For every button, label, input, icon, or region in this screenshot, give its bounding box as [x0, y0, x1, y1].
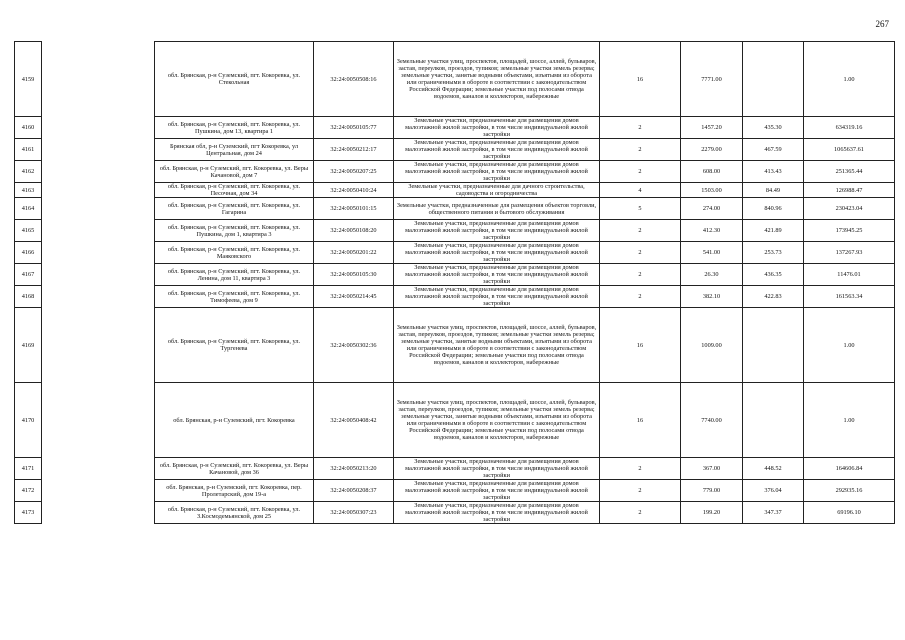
address-cell: Брянская обл, р-н Суземский, пгт Кокоревка, ул Центральная, дом 24 [155, 139, 314, 161]
gap-cell [42, 286, 155, 308]
area-cell: 7771.00 [681, 42, 743, 117]
group-number-cell: 2 [600, 220, 681, 242]
group-number-cell: 2 [600, 502, 681, 524]
land-use-cell: Земельные участки, предназначенные для дачного строительства, садоводства и огородничества [394, 183, 600, 198]
specific-value-cell: 376.04 [743, 480, 804, 502]
row-number-cell: 4163 [15, 183, 42, 198]
group-number-cell: 2 [600, 480, 681, 502]
table-row [15, 139, 895, 161]
gap-cell [42, 264, 155, 286]
specific-value-cell: 840.96 [743, 198, 804, 220]
cadastral-value-cell: 69196.10 [804, 502, 895, 524]
address-cell: обл. Брянская, р-н Суземский, пгт. Кокоревка, ул. Пушкина, дом 13, квартира 1 [155, 117, 314, 139]
gap-cell [42, 502, 155, 524]
table-row [15, 198, 895, 220]
address-cell: обл. Брянская, р-н Суземский, пгт. Кокоревка, ул. Гагарина [155, 198, 314, 220]
area-cell: 1009.00 [681, 308, 743, 383]
row-number-cell: 4164 [15, 198, 42, 220]
group-number-cell: 2 [600, 161, 681, 183]
row-number-cell: 4159 [15, 42, 42, 117]
table-row [15, 117, 895, 139]
land-use-cell: Земельные участки, предназначенные для размещения домов малоэтажной жилой застройки, в том числе индивидуальной жилой застройки [394, 242, 600, 264]
group-number-cell: 2 [600, 139, 681, 161]
cadastral-number-cell: 32:24:0050101:15 [314, 198, 394, 220]
gap-cell [42, 383, 155, 458]
cadastral-number-cell: 32:24:0050212:17 [314, 139, 394, 161]
cadastral-value-cell: 251365.44 [804, 161, 895, 183]
cadastral-number-cell: 32:24:0050302:36 [314, 308, 394, 383]
cadastral-number-cell: 32:24:0050105:77 [314, 117, 394, 139]
cadastral-number-cell: 32:24:0050508:16 [314, 42, 394, 117]
row-number-cell: 4170 [15, 383, 42, 458]
area-cell: 541.00 [681, 242, 743, 264]
specific-value-cell: 448.52 [743, 458, 804, 480]
cadastral-value-cell: 126988.47 [804, 183, 895, 198]
area-cell: 382.10 [681, 286, 743, 308]
address-cell: обл. Брянская, р-н Суземский, пгт. Кокоревка, ул. Тимофеева, дом 9 [155, 286, 314, 308]
cadastral-value-cell: 164606.84 [804, 458, 895, 480]
cadastral-value-cell: 11476.01 [804, 264, 895, 286]
land-use-cell: Земельные участки, предназначенные для размещения домов малоэтажной жилой застройки, в том числе индивидуальной жилой застройки [394, 480, 600, 502]
table-row [15, 42, 895, 117]
specific-value-cell [743, 383, 804, 458]
table-body [15, 42, 895, 524]
cadastral-number-cell: 32:24:0050108:20 [314, 220, 394, 242]
table-row [15, 286, 895, 308]
cadastral-number-cell: 32:24:0050105:30 [314, 264, 394, 286]
group-number-cell: 16 [600, 308, 681, 383]
land-use-cell: Земельные участки улиц, проспектов, площадей, шоссе, аллей, бульваров, застав, переулков, проездов, тупиков; земельные участки земель резерва; земельные участки, занятые водными объектами, изъятыми из оборота или ограниченными в обороте в соответствии с законодательством Российской Федерации; земельные участки под полосами отвода водоемов, каналов и коллекторов, набережные [394, 383, 600, 458]
table-row [15, 383, 895, 458]
cadastral-value-cell: 1.00 [804, 308, 895, 383]
table-row [15, 220, 895, 242]
cadastral-value-cell: 161563.34 [804, 286, 895, 308]
land-use-cell: Земельные участки, предназначенные для размещения домов малоэтажной жилой застройки, в том числе индивидуальной жилой застройки [394, 264, 600, 286]
land-use-cell: Земельные участки, предназначенные для размещения домов малоэтажной жилой застройки, в том числе индивидуальной жилой застройки [394, 117, 600, 139]
area-cell: 412.30 [681, 220, 743, 242]
land-use-cell: Земельные участки, предназначенные для размещения домов малоэтажной жилой застройки, в том числе индивидуальной жилой застройки [394, 161, 600, 183]
cadastral-value-cell: 230423.04 [804, 198, 895, 220]
table-row [15, 242, 895, 264]
area-cell: 199.20 [681, 502, 743, 524]
gap-cell [42, 480, 155, 502]
gap-cell [42, 242, 155, 264]
group-number-cell: 2 [600, 286, 681, 308]
table-row [15, 458, 895, 480]
row-number-cell: 4165 [15, 220, 42, 242]
address-cell: обл. Брянская, р-н Суземский, пгт. Кокоревка, пер. Пролетарский, дом 19-а [155, 480, 314, 502]
group-number-cell: 4 [600, 183, 681, 198]
table-row [15, 502, 895, 524]
specific-value-cell: 422.83 [743, 286, 804, 308]
gap-cell [42, 161, 155, 183]
table-row [15, 183, 895, 198]
row-number-cell: 4169 [15, 308, 42, 383]
row-number-cell: 4173 [15, 502, 42, 524]
group-number-cell: 16 [600, 42, 681, 117]
land-use-cell: Земельные участки, предназначенные для размещения домов малоэтажной жилой застройки, в том числе индивидуальной жилой застройки [394, 502, 600, 524]
land-use-cell: Земельные участки улиц, проспектов, площадей, шоссе, аллей, бульваров, застав, переулков, проездов, тупиков; земельные участки земель резерва; земельные участки, занятые водными объектами, изъятыми из оборота или ограниченными в обороте в соответствии с законодательством Российской Федерации; земельные участки под полосами отвода водоемов, каналов и коллекторов, набережные [394, 42, 600, 117]
specific-value-cell: 467.59 [743, 139, 804, 161]
cadastral-value-cell: 634319.16 [804, 117, 895, 139]
page-number: 267 [875, 19, 889, 29]
gap-cell [42, 308, 155, 383]
cadastral-number-cell: 32:24:0050410:24 [314, 183, 394, 198]
gap-cell [42, 42, 155, 117]
cadastral-value-cell: 1.00 [804, 42, 895, 117]
land-use-cell: Земельные участки, предназначенные для размещения объектов торговли, общественного питания и бытового обслуживания [394, 198, 600, 220]
address-cell: обл. Брянская, р-н Суземский, пгт. Кокоревка, ул. Веры Качановой, дом 7 [155, 161, 314, 183]
cadastral-number-cell: 32:24:0050201:22 [314, 242, 394, 264]
row-number-cell: 4162 [15, 161, 42, 183]
address-cell: обл. Брянская, р-н Суземский, пгт. Кокоревка, ул. Стекольная [155, 42, 314, 117]
area-cell: 608.00 [681, 161, 743, 183]
specific-value-cell: 347.37 [743, 502, 804, 524]
table-row [15, 161, 895, 183]
specific-value-cell [743, 42, 804, 117]
land-use-cell: Земельные участки, предназначенные для размещения домов малоэтажной жилой застройки, в том числе индивидуальной жилой застройки [394, 458, 600, 480]
group-number-cell: 2 [600, 458, 681, 480]
cadastral-register-table [14, 41, 895, 524]
cadastral-number-cell: 32:24:0050307:23 [314, 502, 394, 524]
gap-cell [42, 220, 155, 242]
group-number-cell: 2 [600, 264, 681, 286]
row-number-cell: 4172 [15, 480, 42, 502]
land-use-cell: Земельные участки, предназначенные для размещения домов малоэтажной жилой застройки, в том числе индивидуальной жилой застройки [394, 220, 600, 242]
specific-value-cell [743, 308, 804, 383]
area-cell: 274.00 [681, 198, 743, 220]
address-cell: обл. Брянская, р-н Суземский, пгт. Кокоревка, ул. Маяковского [155, 242, 314, 264]
land-use-cell: Земельные участки улиц, проспектов, площадей, шоссе, аллей, бульваров, застав, переулков, проездов, тупиков; земельные участки земель резерва; земельные участки, занятые водными объектами, изъятыми из оборота или ограниченными в обороте в соответствии с законодательством Российской Федерации; земельные участки под полосами отвода водоемов, каналов и коллекторов, набережные [394, 308, 600, 383]
address-cell: обл. Брянская, р-н Суземский, пгт. Кокоревка [155, 383, 314, 458]
gap-cell [42, 198, 155, 220]
area-cell: 367.00 [681, 458, 743, 480]
row-number-cell: 4167 [15, 264, 42, 286]
cadastral-number-cell: 32:24:0050207:25 [314, 161, 394, 183]
address-cell: обл. Брянская, р-н Суземский, пгт. Кокоревка, ул. Ленина, дом 11, квартира 3 [155, 264, 314, 286]
gap-cell [42, 458, 155, 480]
cadastral-value-cell: 137267.93 [804, 242, 895, 264]
address-cell: обл. Брянская, р-н Суземский, пгт. Кокоревка, ул. Тургенева [155, 308, 314, 383]
area-cell: 1503.00 [681, 183, 743, 198]
gap-cell [42, 117, 155, 139]
row-number-cell: 4161 [15, 139, 42, 161]
cadastral-number-cell: 32:24:0050214:45 [314, 286, 394, 308]
cadastral-number-cell: 32:24:0050208:37 [314, 480, 394, 502]
land-use-cell: Земельные участки, предназначенные для размещения домов малоэтажной жилой застройки, в том числе индивидуальной жилой застройки [394, 139, 600, 161]
area-cell: 1457.20 [681, 117, 743, 139]
table-row [15, 480, 895, 502]
row-number-cell: 4171 [15, 458, 42, 480]
row-number-cell: 4160 [15, 117, 42, 139]
specific-value-cell: 84.49 [743, 183, 804, 198]
row-number-cell: 4168 [15, 286, 42, 308]
cadastral-value-cell: 1065637.61 [804, 139, 895, 161]
cadastral-number-cell: 32:24:0050408:42 [314, 383, 394, 458]
gap-cell [42, 183, 155, 198]
table-row [15, 264, 895, 286]
area-cell: 779.00 [681, 480, 743, 502]
gap-cell [42, 139, 155, 161]
address-cell: обл. Брянская, р-н Суземский, пгт. Кокоревка, ул. З.Космодемьянской, дом 25 [155, 502, 314, 524]
specific-value-cell: 435.30 [743, 117, 804, 139]
row-number-cell: 4166 [15, 242, 42, 264]
group-number-cell: 2 [600, 242, 681, 264]
cadastral-number-cell: 32:24:0050213:20 [314, 458, 394, 480]
cadastral-value-cell: 173945.25 [804, 220, 895, 242]
specific-value-cell: 253.73 [743, 242, 804, 264]
cadastral-value-cell: 1.00 [804, 383, 895, 458]
area-cell: 2279.00 [681, 139, 743, 161]
address-cell: обл. Брянская, р-н Суземский, пгт. Кокоревка, ул. Веры Качановой, дом 36 [155, 458, 314, 480]
land-use-cell: Земельные участки, предназначенные для размещения домов малоэтажной жилой застройки, в том числе индивидуальной жилой застройки [394, 286, 600, 308]
specific-value-cell: 421.89 [743, 220, 804, 242]
group-number-cell: 16 [600, 383, 681, 458]
area-cell: 26.30 [681, 264, 743, 286]
address-cell: обл. Брянская, р-н Суземский, пгт. Кокоревка, ул. Песочная, дом 34 [155, 183, 314, 198]
address-cell: обл. Брянская, р-н Суземский, пгт. Кокоревка, ул. Пушкина, дом 1, квартира 3 [155, 220, 314, 242]
cadastral-value-cell: 292935.16 [804, 480, 895, 502]
table-row [15, 308, 895, 383]
specific-value-cell: 436.35 [743, 264, 804, 286]
area-cell: 7740.00 [681, 383, 743, 458]
group-number-cell: 2 [600, 117, 681, 139]
specific-value-cell: 413.43 [743, 161, 804, 183]
group-number-cell: 5 [600, 198, 681, 220]
